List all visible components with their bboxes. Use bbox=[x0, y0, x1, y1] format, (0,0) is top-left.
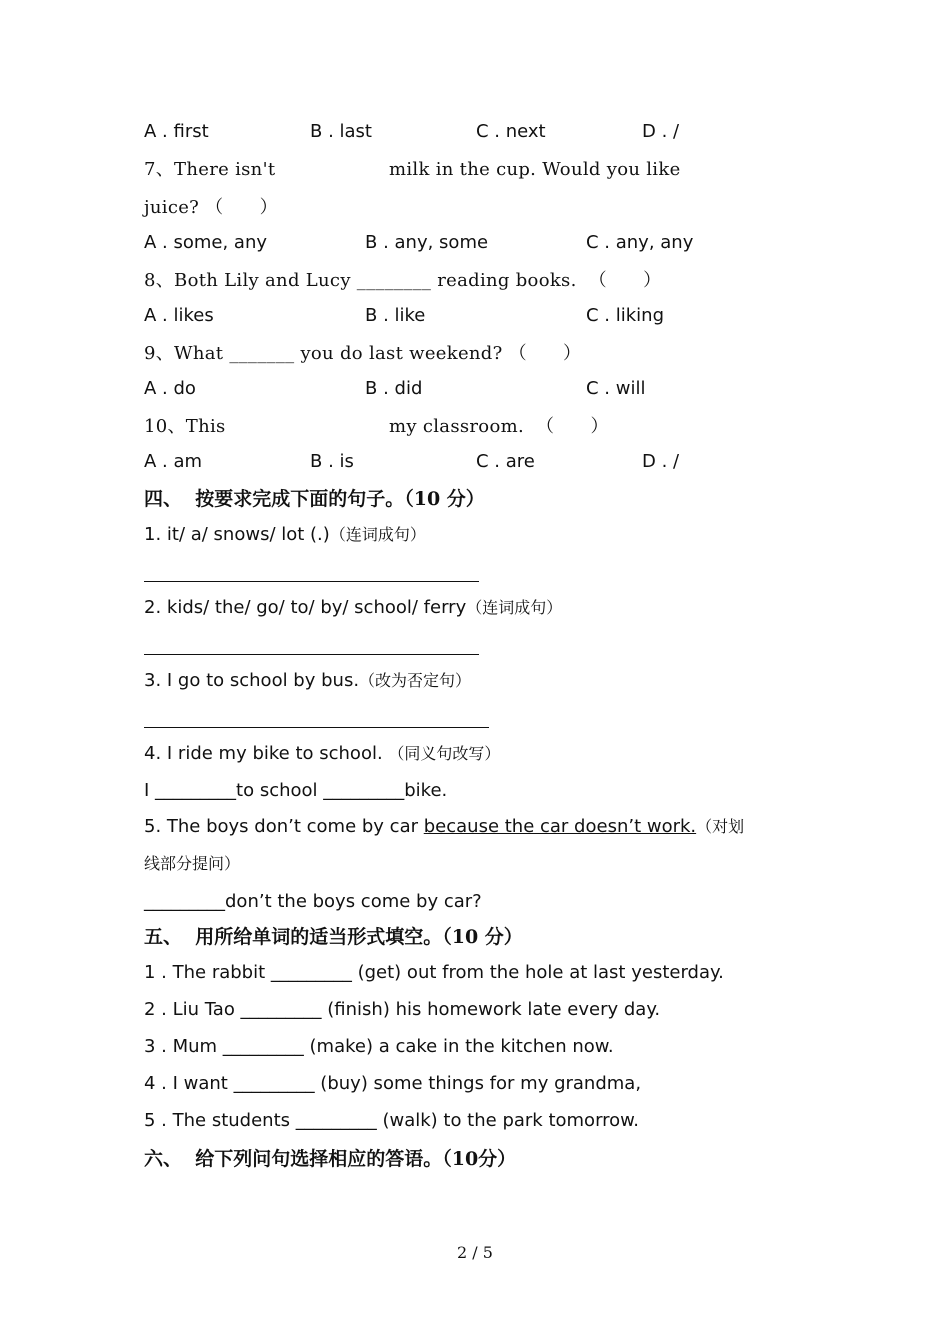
section-4-item-5 bbox=[144, 815, 744, 839]
s4-item-4-note: （同义句改写） bbox=[388, 744, 501, 763]
s4-item-2-answer-line[interactable] bbox=[144, 654, 479, 655]
q7-text-end: milk in the cup. Would you like bbox=[389, 159, 681, 180]
q10-text-end: my classroom. （ ） bbox=[389, 416, 609, 437]
q10-option-b: B . is bbox=[310, 451, 354, 472]
q7-text-start: 7、There isn't bbox=[144, 159, 276, 180]
s4-item-1-answer-line[interactable] bbox=[144, 581, 479, 582]
s5-item-1: 1 . The rabbit _________ (get) out from the hole at last yesterday. bbox=[144, 962, 724, 983]
s4-item-1-text: 1. it/ a/ snows/ lot (.) bbox=[144, 524, 330, 545]
q8-option-b: B . like bbox=[365, 305, 426, 326]
q6-option-a: A . first bbox=[144, 121, 209, 142]
q9-option-b: B . did bbox=[365, 378, 423, 399]
s4-item-4-answer: I _________to school _________bike. bbox=[144, 780, 448, 801]
s4-item-5-note: （对划 bbox=[696, 817, 745, 836]
s4-item-4-text: 4. I ride my bike to school. bbox=[144, 743, 389, 764]
q7-option-a: A . some, any bbox=[144, 232, 268, 253]
question-8: 8、Both Lily and Lucy ________ reading books. （ ） bbox=[144, 270, 662, 291]
section-4-item-2 bbox=[144, 596, 562, 620]
section-4-item-3 bbox=[144, 669, 471, 693]
s5-item-5: 5 . The students _________ (walk) to the park tomorrow. bbox=[144, 1110, 639, 1131]
s5-item-3: 3 . Mum _________ (make) a cake in the kitchen now. bbox=[144, 1036, 614, 1057]
q6-option-d: D . / bbox=[642, 121, 680, 142]
s4-item-5-note-cont: 线部分提问） bbox=[144, 854, 241, 873]
q6-option-b: B . last bbox=[310, 121, 372, 142]
section-5-heading: 五、 用所给单词的适当形式填空。（10 分） bbox=[144, 926, 523, 948]
q8-option-c: C . liking bbox=[586, 305, 664, 326]
q10-option-a: A . am bbox=[144, 451, 203, 472]
section-4-heading: 四、 按要求完成下面的句子。（10 分） bbox=[144, 488, 485, 510]
section-6-heading: 六、 给下列问句选择相应的答语。（10分） bbox=[144, 1148, 517, 1170]
q7-option-c: C . any, any bbox=[586, 232, 694, 253]
s4-item-5-underlined: because the car doesn’t work. bbox=[423, 816, 697, 837]
q10-option-c: C . are bbox=[476, 451, 535, 472]
s4-item-3-text: 3. I go to school by bus. bbox=[144, 670, 360, 691]
page-number: 2 / 5 bbox=[457, 1243, 493, 1262]
q7-line2: juice? （ ） bbox=[144, 197, 278, 218]
q10-option-d: D . / bbox=[642, 451, 680, 472]
s4-item-1-note: （连词成句） bbox=[329, 525, 426, 544]
s4-item-2-text: 2. kids/ the/ go/ to/ by/ school/ ferry bbox=[144, 597, 467, 618]
section-4-item-4 bbox=[144, 742, 500, 766]
s4-item-5-prefix: 5. The boys don’t come by car bbox=[144, 816, 424, 837]
q7-option-b: B . any, some bbox=[365, 232, 489, 253]
q9-option-a: A . do bbox=[144, 378, 196, 399]
s4-item-2-note: （连词成句） bbox=[466, 598, 563, 617]
s5-item-4: 4 . I want _________ (buy) some things for my grandma, bbox=[144, 1073, 642, 1094]
s4-item-3-answer-line[interactable] bbox=[144, 727, 489, 728]
question-9: 9、What _______ you do last weekend? （ ） bbox=[144, 343, 582, 364]
q10-text-start: 10、This bbox=[144, 416, 226, 437]
s4-item-5-answer: _________don’t the boys come by car? bbox=[144, 891, 482, 912]
section-4-item-1 bbox=[144, 523, 426, 547]
q6-option-c: C . next bbox=[476, 121, 546, 142]
q9-option-c: C . will bbox=[586, 378, 646, 399]
q8-option-a: A . likes bbox=[144, 305, 214, 326]
s4-item-3-note: （改为否定句） bbox=[359, 671, 472, 690]
s5-item-2: 2 . Liu Tao _________ (finish) his homework late every day. bbox=[144, 999, 661, 1020]
